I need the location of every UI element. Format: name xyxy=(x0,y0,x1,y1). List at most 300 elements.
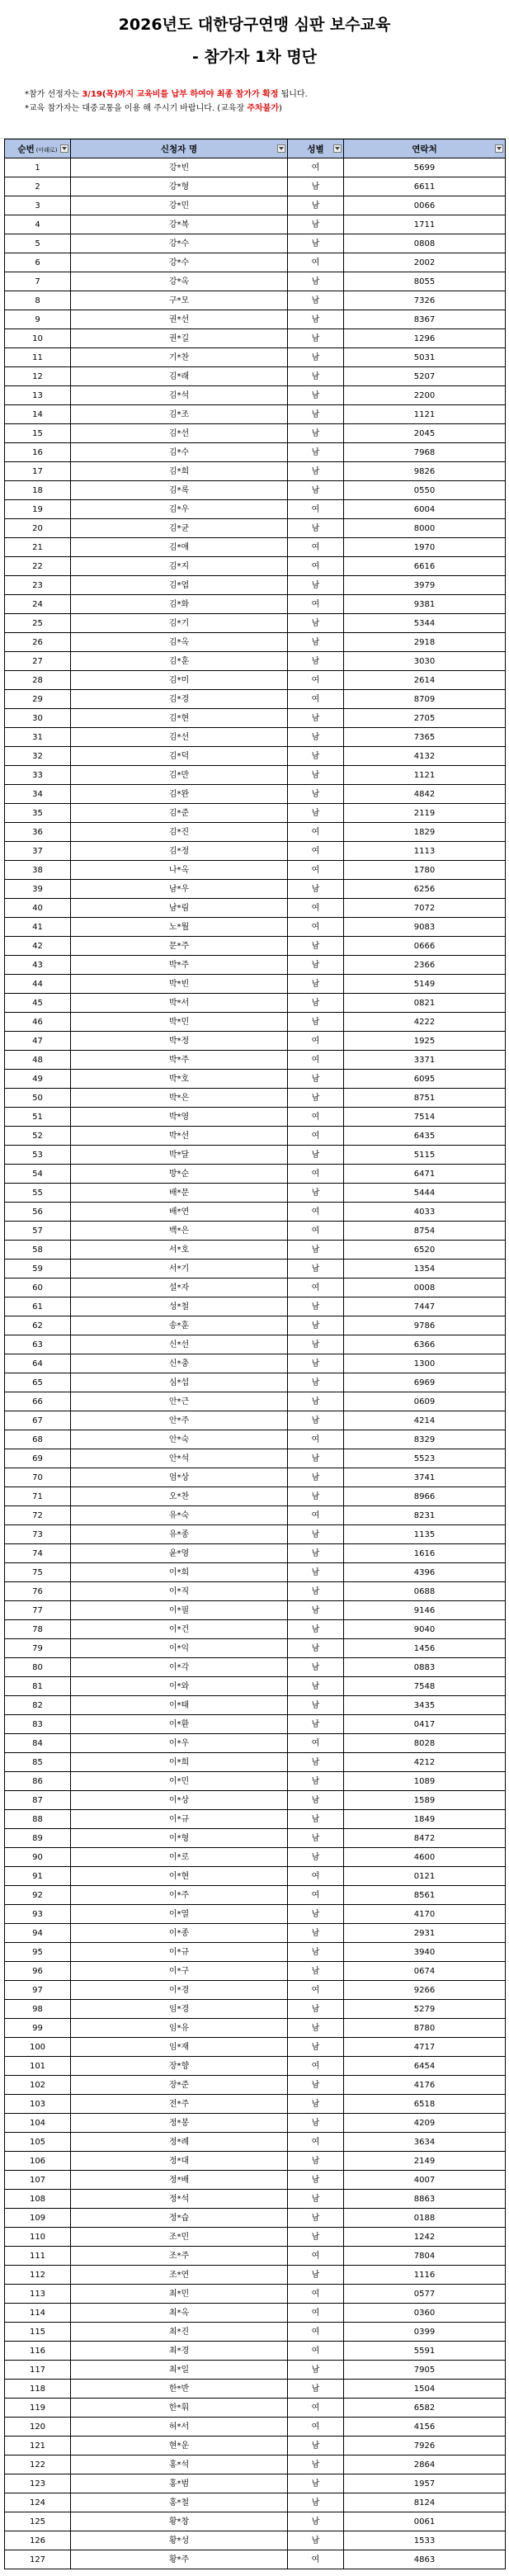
cell-phone: 5444 xyxy=(344,1184,506,1203)
table-row xyxy=(5,2304,506,2323)
cell-no: 62 xyxy=(5,1316,71,1335)
cell-no: 67 xyxy=(5,1411,71,1430)
cell-gender: 남 xyxy=(288,291,344,310)
cell-phone: 3634 xyxy=(344,2133,506,2152)
cell-phone: 5523 xyxy=(344,1449,506,1468)
filter-dropdown-icon[interactable] xyxy=(333,144,342,153)
cell-gender: 남 xyxy=(288,1620,344,1639)
cell-no: 13 xyxy=(5,386,71,405)
column-phone xyxy=(344,139,506,158)
cell-phone: 9040 xyxy=(344,1620,506,1639)
cell-no: 110 xyxy=(5,2228,71,2247)
cell-phone: 3940 xyxy=(344,1943,506,1962)
cell-no: 104 xyxy=(5,2114,71,2133)
cell-name: 이*열 xyxy=(71,1905,288,1924)
table-row xyxy=(5,1753,506,1772)
table-row xyxy=(5,1203,506,1222)
cell-no: 48 xyxy=(5,1051,71,1070)
cell-no: 117 xyxy=(5,2361,71,2380)
cell-gender: 여 xyxy=(288,500,344,519)
cell-gender: 남 xyxy=(288,785,344,804)
cell-gender: 남 xyxy=(288,1848,344,1867)
cell-gender: 여 xyxy=(288,899,344,918)
cell-gender: 남 xyxy=(288,728,344,747)
table-row xyxy=(5,1772,506,1791)
table-row xyxy=(5,1696,506,1715)
cell-no: 56 xyxy=(5,1203,71,1222)
table-row xyxy=(5,386,506,405)
cell-gender: 남 xyxy=(288,2380,344,2399)
table-row xyxy=(5,2228,506,2247)
table-row xyxy=(5,1222,506,1241)
cell-phone: 8561 xyxy=(344,1886,506,1905)
cell-name: 강*옥 xyxy=(71,272,288,291)
cell-phone: 0666 xyxy=(344,937,506,956)
cell-phone: 4007 xyxy=(344,2171,506,2190)
cell-name: 임*재 xyxy=(71,2038,288,2057)
cell-gender: 여 xyxy=(288,1734,344,1753)
cell-phone: 9826 xyxy=(344,462,506,481)
cell-name: 이*상 xyxy=(71,1791,288,1810)
cell-name: 김*미 xyxy=(71,671,288,690)
table-row xyxy=(5,861,506,880)
cell-name: 강*민 xyxy=(71,196,288,215)
cell-name: 안*주 xyxy=(71,1411,288,1430)
cell-phone: 1849 xyxy=(344,1810,506,1829)
cell-name: 이*직 xyxy=(71,1582,288,1601)
cell-phone: 8472 xyxy=(344,1829,506,1848)
cell-phone: 1925 xyxy=(344,1032,506,1051)
table-row xyxy=(5,1032,506,1051)
cell-no: 86 xyxy=(5,1772,71,1791)
cell-phone: 5279 xyxy=(344,2000,506,2019)
cell-name: 정*배 xyxy=(71,2171,288,2190)
cell-phone: 0008 xyxy=(344,1279,506,1297)
table-row xyxy=(5,1563,506,1582)
table-row xyxy=(5,2285,506,2304)
cell-name: 박*민 xyxy=(71,1013,288,1032)
cell-no: 32 xyxy=(5,747,71,766)
cell-no: 39 xyxy=(5,880,71,899)
cell-no: 1 xyxy=(5,158,71,177)
cell-no: 98 xyxy=(5,2000,71,2019)
cell-name: 박*빈 xyxy=(71,975,288,994)
table-row xyxy=(5,2380,506,2399)
cell-no: 83 xyxy=(5,1715,71,1734)
cell-phone: 1957 xyxy=(344,2474,506,2493)
table-row xyxy=(5,1620,506,1639)
column-no-sublabel: (아래로) xyxy=(35,146,58,154)
cell-name: 김*석 xyxy=(71,386,288,405)
cell-name: 김*화 xyxy=(71,595,288,614)
cell-name: 김*조 xyxy=(71,405,288,424)
cell-gender: 남 xyxy=(288,1829,344,1848)
cell-no: 16 xyxy=(5,443,71,462)
cell-phone: 8780 xyxy=(344,2019,506,2038)
cell-no: 64 xyxy=(5,1354,71,1373)
cell-name: 남*림 xyxy=(71,899,288,918)
cell-gender: 여 xyxy=(288,595,344,614)
table-row xyxy=(5,1734,506,1753)
column-gender-label: 성별 xyxy=(307,144,324,154)
table-row xyxy=(5,2474,506,2493)
cell-gender: 남 xyxy=(288,2455,344,2474)
cell-no: 38 xyxy=(5,861,71,880)
cell-no: 123 xyxy=(5,2474,71,2493)
cell-gender: 남 xyxy=(288,1810,344,1829)
cell-no: 31 xyxy=(5,728,71,747)
cell-phone: 0821 xyxy=(344,994,506,1013)
transport-notice-text: *교육 참가자는 대중교통을 이용 해 주시기 바랍니다. (교육장 xyxy=(25,104,247,113)
cell-no: 15 xyxy=(5,424,71,443)
cell-name: 황*창 xyxy=(71,2512,288,2531)
cell-no: 3 xyxy=(5,196,71,215)
cell-gender: 여 xyxy=(288,1886,344,1905)
cell-phone: 3030 xyxy=(344,652,506,671)
cell-phone: 7514 xyxy=(344,1108,506,1127)
cell-no: 85 xyxy=(5,1753,71,1772)
cell-no: 115 xyxy=(5,2323,71,2342)
cell-phone: 9083 xyxy=(344,918,506,937)
column-name-label: 신청자 명 xyxy=(160,144,198,154)
cell-no: 109 xyxy=(5,2209,71,2228)
table-row xyxy=(5,2190,506,2209)
cell-phone: 4600 xyxy=(344,1848,506,1867)
table-row xyxy=(5,2171,506,2190)
cell-gender: 여 xyxy=(288,557,344,576)
cell-name: 김*엽 xyxy=(71,576,288,595)
cell-no: 52 xyxy=(5,1127,71,1146)
table-row xyxy=(5,1297,506,1316)
cell-gender: 남 xyxy=(288,424,344,443)
cell-no: 45 xyxy=(5,994,71,1013)
cell-phone: 5699 xyxy=(344,158,506,177)
payment-notice-end: 됩니다. xyxy=(278,90,308,99)
table-row xyxy=(5,2437,506,2455)
cell-name: 이*민 xyxy=(71,1772,288,1791)
table-row xyxy=(5,614,506,633)
cell-name: 황*성 xyxy=(71,2531,288,2550)
cell-no: 61 xyxy=(5,1297,71,1316)
cell-name: 장*향 xyxy=(71,2057,288,2076)
table-row xyxy=(5,1089,506,1108)
cell-name: 박*선 xyxy=(71,1127,288,1146)
table-row xyxy=(5,1867,506,1886)
table-row xyxy=(5,804,506,823)
table-row xyxy=(5,728,506,747)
cell-gender: 남 xyxy=(288,2493,344,2512)
cell-no: 33 xyxy=(5,766,71,785)
cell-gender: 남 xyxy=(288,1772,344,1791)
cell-name: 한*반 xyxy=(71,2380,288,2399)
cell-gender: 남 xyxy=(288,2228,344,2247)
cell-phone: 1089 xyxy=(344,1772,506,1791)
cell-name: 방*순 xyxy=(71,1165,288,1184)
cell-gender: 남 xyxy=(288,1943,344,1962)
cell-name: 김*수 xyxy=(71,443,288,462)
cell-name: 권*길 xyxy=(71,329,288,348)
cell-phone: 7365 xyxy=(344,728,506,747)
cell-no: 90 xyxy=(5,1848,71,1867)
cell-phone: 1780 xyxy=(344,861,506,880)
cell-phone: 4222 xyxy=(344,1013,506,1032)
table-row xyxy=(5,443,506,462)
table-row xyxy=(5,1051,506,1070)
cell-name: 기*찬 xyxy=(71,348,288,367)
cell-gender: 남 xyxy=(288,956,344,975)
cell-gender: 여 xyxy=(288,1279,344,1297)
cell-name: 김*진 xyxy=(71,823,288,842)
cell-no: 37 xyxy=(5,842,71,861)
cell-phone: 1970 xyxy=(344,538,506,557)
table-row xyxy=(5,462,506,481)
cell-name: 이*와 xyxy=(71,1677,288,1696)
cell-gender: 여 xyxy=(288,2342,344,2361)
table-row xyxy=(5,1411,506,1430)
cell-phone: 9146 xyxy=(344,1601,506,1620)
table-row xyxy=(5,2512,506,2531)
cell-name: 김*선 xyxy=(71,728,288,747)
cell-no: 6 xyxy=(5,253,71,272)
cell-no: 95 xyxy=(5,1943,71,1962)
cell-gender: 여 xyxy=(288,158,344,177)
cell-no: 113 xyxy=(5,2285,71,2304)
cell-phone: 7548 xyxy=(344,1677,506,1696)
cell-no: 63 xyxy=(5,1335,71,1354)
cell-name: 엄*상 xyxy=(71,1468,288,1487)
table-row xyxy=(5,785,506,804)
cell-gender: 남 xyxy=(288,196,344,215)
cell-name: 남*우 xyxy=(71,880,288,899)
notice-block xyxy=(0,87,509,116)
table-row xyxy=(5,405,506,424)
filter-dropdown-icon[interactable] xyxy=(60,144,68,153)
page-subtitle: - 참가자 1차 명단 xyxy=(191,48,318,66)
column-phone-label: 연락처 xyxy=(412,144,437,154)
cell-no: 7 xyxy=(5,272,71,291)
cell-no: 22 xyxy=(5,557,71,576)
table-row xyxy=(5,1184,506,1203)
cell-gender: 남 xyxy=(288,1544,344,1563)
cell-gender: 남 xyxy=(288,443,344,462)
cell-gender: 남 xyxy=(288,1449,344,1468)
cell-gender: 남 xyxy=(288,804,344,823)
table-row xyxy=(5,652,506,671)
cell-no: 82 xyxy=(5,1696,71,1715)
cell-no: 24 xyxy=(5,595,71,614)
cell-no: 10 xyxy=(5,329,71,348)
cell-name: 오*찬 xyxy=(71,1487,288,1506)
table-row xyxy=(5,1260,506,1279)
cell-name: 허*서 xyxy=(71,2418,288,2437)
cell-name: 안*근 xyxy=(71,1392,288,1411)
cell-phone: 1829 xyxy=(344,823,506,842)
cell-gender: 남 xyxy=(288,880,344,899)
table-row xyxy=(5,1677,506,1696)
cell-gender: 여 xyxy=(288,1165,344,1184)
cell-name: 박*주 xyxy=(71,1051,288,1070)
cell-phone: 7326 xyxy=(344,291,506,310)
cell-no: 78 xyxy=(5,1620,71,1639)
cell-gender: 남 xyxy=(288,1962,344,1981)
cell-no: 126 xyxy=(5,2531,71,2550)
cell-phone: 6095 xyxy=(344,1070,506,1089)
cell-no: 79 xyxy=(5,1639,71,1658)
cell-no: 35 xyxy=(5,804,71,823)
table-row xyxy=(5,2531,506,2550)
column-no xyxy=(5,139,71,158)
cell-phone: 1533 xyxy=(344,2531,506,2550)
cell-phone: 7447 xyxy=(344,1297,506,1316)
cell-name: 홍*범 xyxy=(71,2474,288,2493)
cell-gender: 여 xyxy=(288,2247,344,2266)
cell-phone: 1121 xyxy=(344,766,506,785)
cell-phone: 4842 xyxy=(344,785,506,804)
cell-phone: 4214 xyxy=(344,1411,506,1430)
filter-dropdown-icon[interactable] xyxy=(277,144,285,153)
table-row xyxy=(5,1468,506,1487)
cell-phone: 2002 xyxy=(344,253,506,272)
table-row xyxy=(5,519,506,538)
cell-name: 조*주 xyxy=(71,2247,288,2266)
participant-table xyxy=(4,139,506,2569)
cell-gender: 남 xyxy=(288,2190,344,2209)
payment-notice-text: *참가 선정자는 xyxy=(25,90,82,99)
transport-notice-end: ) xyxy=(279,104,282,113)
table-row xyxy=(5,272,506,291)
cell-no: 99 xyxy=(5,2019,71,2038)
cell-gender: 남 xyxy=(288,576,344,595)
cell-no: 43 xyxy=(5,956,71,975)
cell-name: 정*습 xyxy=(71,2209,288,2228)
cell-name: 최*진 xyxy=(71,2323,288,2342)
cell-gender: 여 xyxy=(288,1981,344,2000)
cell-gender: 여 xyxy=(288,253,344,272)
cell-gender: 여 xyxy=(288,842,344,861)
cell-no: 23 xyxy=(5,576,71,595)
table-row xyxy=(5,1506,506,1525)
table-row xyxy=(5,557,506,576)
cell-gender: 여 xyxy=(288,2323,344,2342)
cell-no: 77 xyxy=(5,1601,71,1620)
cell-phone: 1296 xyxy=(344,329,506,348)
cell-no: 59 xyxy=(5,1260,71,1279)
table-row xyxy=(5,1449,506,1468)
cell-no: 70 xyxy=(5,1468,71,1487)
cell-name: 이*건 xyxy=(71,1620,288,1639)
cell-no: 87 xyxy=(5,1791,71,1810)
cell-name: 김*균 xyxy=(71,519,288,538)
cell-phone: 1711 xyxy=(344,215,506,234)
cell-no: 55 xyxy=(5,1184,71,1203)
cell-no: 51 xyxy=(5,1108,71,1127)
table-row xyxy=(5,1848,506,1867)
cell-phone: 6366 xyxy=(344,1335,506,1354)
cell-phone: 6518 xyxy=(344,2095,506,2114)
table-row xyxy=(5,2342,506,2361)
table-row xyxy=(5,576,506,595)
cell-name: 안*석 xyxy=(71,1449,288,1468)
cell-phone: 1354 xyxy=(344,1260,506,1279)
table-row xyxy=(5,367,506,386)
table-row xyxy=(5,2057,506,2076)
cell-gender: 남 xyxy=(288,1297,344,1316)
cell-gender: 남 xyxy=(288,1582,344,1601)
cell-no: 58 xyxy=(5,1241,71,1260)
cell-name: 유*숙 xyxy=(71,1506,288,1525)
cell-name: 김*덕 xyxy=(71,747,288,766)
cell-phone: 7968 xyxy=(344,443,506,462)
cell-name: 이*규 xyxy=(71,1810,288,1829)
cell-phone: 3371 xyxy=(344,1051,506,1070)
cell-phone: 4176 xyxy=(344,2076,506,2095)
transport-notice xyxy=(25,102,509,116)
filter-dropdown-icon[interactable] xyxy=(495,144,503,153)
cell-gender: 남 xyxy=(288,652,344,671)
table-header xyxy=(5,139,506,158)
cell-gender: 남 xyxy=(288,1335,344,1354)
table-row xyxy=(5,956,506,975)
table-row xyxy=(5,1544,506,1563)
cell-phone: 1616 xyxy=(344,1544,506,1563)
cell-name: 조*민 xyxy=(71,2228,288,2247)
cell-phone: 6582 xyxy=(344,2399,506,2418)
table-row xyxy=(5,2399,506,2418)
cell-phone: 6435 xyxy=(344,1127,506,1146)
cell-name: 이*환 xyxy=(71,1715,288,1734)
cell-phone: 1456 xyxy=(344,1639,506,1658)
table-row xyxy=(5,500,506,519)
cell-phone: 8966 xyxy=(344,1487,506,1506)
cell-gender: 남 xyxy=(288,1639,344,1658)
cell-name: 박*은 xyxy=(71,1089,288,1108)
cell-phone: 0808 xyxy=(344,234,506,253)
cell-name: 최*옥 xyxy=(71,2304,288,2323)
cell-phone: 4033 xyxy=(344,1203,506,1222)
table-row xyxy=(5,177,506,196)
cell-phone: 8863 xyxy=(344,2190,506,2209)
cell-gender: 남 xyxy=(288,2512,344,2531)
table-row xyxy=(5,2455,506,2474)
cell-phone: 8329 xyxy=(344,1430,506,1449)
cell-phone: 4170 xyxy=(344,1905,506,1924)
table-row xyxy=(5,1241,506,1260)
cell-gender: 여 xyxy=(288,1203,344,1222)
table-row xyxy=(5,2038,506,2057)
cell-no: 46 xyxy=(5,1013,71,1032)
cell-no: 60 xyxy=(5,1279,71,1297)
cell-phone: 4156 xyxy=(344,2418,506,2437)
cell-name: 이*로 xyxy=(71,1848,288,1867)
table-row xyxy=(5,937,506,956)
cell-name: 김*희 xyxy=(71,462,288,481)
cell-no: 114 xyxy=(5,2304,71,2323)
cell-no: 26 xyxy=(5,633,71,652)
payment-deadline-highlight: 3/19(목)까지 교육비를 납부 하여야 최종 참가가 확정 xyxy=(82,90,279,99)
cell-gender: 여 xyxy=(288,1430,344,1449)
cell-gender: 남 xyxy=(288,633,344,652)
cell-no: 105 xyxy=(5,2133,71,2152)
cell-name: 김*지 xyxy=(71,557,288,576)
cell-phone: 7072 xyxy=(344,899,506,918)
cell-no: 118 xyxy=(5,2380,71,2399)
cell-no: 101 xyxy=(5,2057,71,2076)
cell-name: 홍*철 xyxy=(71,2493,288,2512)
cell-phone: 1300 xyxy=(344,1354,506,1373)
cell-no: 73 xyxy=(5,1525,71,1544)
table-row xyxy=(5,1905,506,1924)
cell-phone: 9381 xyxy=(344,595,506,614)
